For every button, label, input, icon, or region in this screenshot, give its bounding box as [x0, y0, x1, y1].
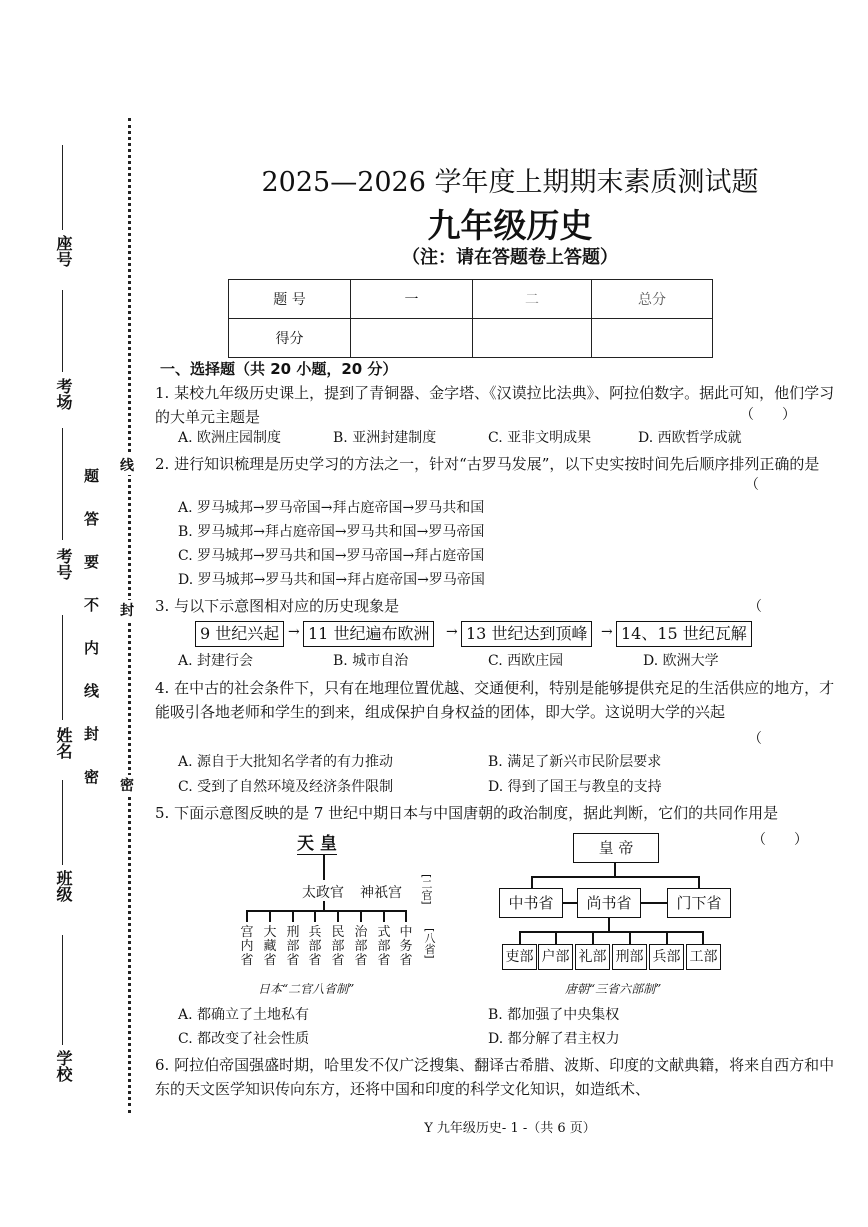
tang-caption: 唐朝“三省六部制” — [565, 982, 662, 996]
tang-ministry-gong: 工部 — [686, 944, 721, 970]
option-c: C. 罗马城邦→罗马共和国→罗马帝国→拜占庭帝国 — [178, 548, 485, 564]
room-underline — [62, 290, 63, 372]
japan-ministry-shikibu: 式部省 — [377, 925, 391, 968]
connector-line — [531, 876, 533, 888]
seal-mark: 封 — [120, 600, 134, 620]
answer-paren: （ — [745, 477, 759, 493]
connector-line — [314, 910, 316, 922]
japan-bracket-two: [二官] — [420, 874, 433, 905]
option-b: B. 满足了新兴市民阶层要求 — [488, 754, 662, 770]
exam-title: 2025—2026 学年度上期期末素质测试题 — [261, 167, 759, 198]
arrow-icon: → — [601, 624, 613, 640]
connector-line — [698, 876, 700, 888]
tang-ministry-li: 吏部 — [502, 944, 537, 970]
tang-ministry-bing: 兵部 — [649, 944, 684, 970]
connector-line — [555, 931, 557, 944]
answer-paren: （ — [748, 599, 762, 615]
connector-line — [323, 854, 325, 880]
score-header-part2: 二 — [473, 280, 592, 319]
tang-menxia: 门下省 — [667, 888, 731, 918]
option-c: C. 受到了自然环境及经济条件限制 — [178, 779, 394, 795]
seat-label: 座号 — [54, 235, 73, 267]
arrow-icon: → — [446, 624, 458, 640]
option-c: C. 亚非文明成果 — [488, 430, 592, 446]
tang-zhongshu: 中书省 — [499, 888, 563, 918]
connector-line — [383, 910, 385, 922]
connector-line — [608, 917, 610, 931]
question-6-text: 6. 阿拉伯帝国强盛时期，哈里发不仅广泛搜集、翻译古希腊、波斯、印度的文献典籍，将来自西方和中东的天文医学知识传向东方，还将中国和印度的科学文化知识，如造纸术、 — [155, 1056, 835, 1098]
option-a: A. 封建行会 — [178, 653, 254, 669]
option-a: A. 欧洲庄园制度 — [178, 430, 282, 446]
name-underline — [62, 615, 63, 720]
japan-ministry-kunai: 宫内省 — [240, 925, 254, 968]
option-c: C. 西欧庄园 — [488, 653, 564, 669]
score-header-total: 总分 — [592, 280, 713, 319]
flow-step-3: 13 世纪达到顶峰 — [461, 621, 592, 647]
option-d: D. 得到了国王与教皇的支持 — [488, 779, 662, 795]
japan-ministry-nakatsukasa: 中务省 — [399, 925, 413, 968]
connector-line — [405, 910, 407, 922]
connector-line — [629, 931, 631, 944]
score-cell — [473, 319, 592, 358]
flow-step-4: 14、15 世纪瓦解 — [616, 621, 752, 647]
tang-shangshu: 尚书省 — [577, 888, 641, 918]
question-2-text: 2. 进行知识梳理是历史学习的方法之一，针对“古罗马发展”，以下史实按时间先后顺序排列正确的是 — [155, 455, 820, 473]
connector-line — [562, 902, 577, 904]
connector-line — [323, 901, 325, 910]
flow-step-2: 11 世纪遍布欧洲 — [303, 621, 434, 647]
mi-mark: 密 — [120, 775, 134, 795]
connector-line — [519, 931, 521, 944]
option-a: A. 罗马城邦→罗马帝国→拜占庭帝国→罗马共和国 — [178, 500, 485, 516]
score-header-part1: 一 — [351, 280, 473, 319]
seal-warning: 题 答 要 不 内 线 封 密 — [84, 467, 100, 786]
connector-line — [519, 931, 703, 933]
question-4-text: 4. 在中古的社会条件下，只有在地理位置优越、交通便利，特别是能够提供充足的生活供应的地方，才能吸引各地老师和学生的到来，组成保护自身权益的团体，即大学。这说明大学的兴起 — [155, 679, 835, 721]
room-label: 考场 — [54, 378, 73, 410]
exam-note: （注：请在答题卷上答题） — [402, 247, 618, 268]
question-1-text: 1. 某校九年级历史课上，提到了青铜器、金字塔、《汉谟拉比法典》、阿拉伯数字。据此可知，他们学习的大单元主题是 — [155, 384, 835, 426]
option-c: C. 都改变了社会性质 — [178, 1031, 310, 1047]
japan-ministry-gyobu: 刑部省 — [286, 925, 300, 968]
japan-ministry-jibu: 治部省 — [354, 925, 368, 968]
connector-line — [269, 910, 271, 922]
tang-emperor: 皇 帝 — [573, 833, 659, 863]
japan-ministry-hyobu: 兵部省 — [308, 925, 322, 968]
class-label: 班级 — [54, 870, 73, 902]
japan-caption: 日本“二官八省制” — [258, 982, 355, 996]
connector-line — [292, 910, 294, 922]
option-d: D. 都分解了君主权力 — [488, 1031, 620, 1047]
connector-line — [640, 902, 667, 904]
japan-jingikan: 神祇宫 — [360, 885, 402, 901]
connector-line — [531, 876, 699, 878]
answer-paren: （ ） — [752, 832, 808, 848]
option-a: A. 都确立了土地私有 — [178, 1007, 310, 1023]
line-mark: 线 — [120, 455, 134, 475]
seat-underline — [62, 145, 63, 230]
exam-no-underline — [62, 428, 63, 540]
option-d: D. 欧洲大学 — [643, 653, 719, 669]
option-b: B. 罗马城邦→拜占庭帝国→罗马共和国→罗马帝国 — [178, 524, 485, 540]
flow-step-1: 9 世纪兴起 — [195, 621, 284, 647]
japan-ministry-minbu: 民部省 — [331, 925, 345, 968]
name-label: 姓名 — [54, 727, 73, 759]
score-header-number: 题 号 — [229, 280, 351, 319]
arrow-icon: → — [288, 624, 300, 640]
japan-emperor: 天 皇 — [297, 829, 337, 855]
connector-line — [614, 862, 616, 876]
japan-bracket-eight: [八省] — [423, 928, 436, 959]
connector-line — [246, 910, 248, 922]
school-label: 学校 — [54, 1050, 73, 1082]
tang-ministry-xing: 刑部 — [612, 944, 647, 970]
option-a: A. 源自于大批知名学者的有力推动 — [178, 754, 394, 770]
school-underline — [62, 935, 63, 1045]
score-cell — [351, 319, 473, 358]
connector-line — [592, 931, 594, 944]
option-b: B. 都加强了中央集权 — [488, 1007, 620, 1023]
connector-line — [666, 931, 668, 944]
option-d: D. 罗马城邦→罗马共和国→拜占庭帝国→罗马帝国 — [178, 572, 485, 588]
question-3-text: 3. 与以下示意图相对应的历史现象是 — [155, 597, 400, 615]
japan-ministry-okura: 大藏省 — [263, 925, 277, 968]
tang-ministry-rites: 礼部 — [575, 944, 610, 970]
score-cell — [592, 319, 713, 358]
japan-daijokan: 太政官 — [302, 885, 344, 901]
exam-no-label: 考号 — [54, 548, 73, 580]
score-table — [228, 279, 713, 358]
option-d: D. 西欧哲学成就 — [638, 430, 742, 446]
page-footer: Y 九年级历史- 1 -（共 6 页） — [424, 1121, 596, 1136]
tang-ministry-hu: 户部 — [538, 944, 573, 970]
option-b: B. 城市自治 — [333, 653, 409, 669]
answer-paren: （ — [748, 731, 762, 747]
exam-subject: 九年级历史 — [427, 206, 593, 245]
class-underline — [62, 780, 63, 865]
question-5-text: 5. 下面示意图反映的是 7 世纪中期日本与中国唐朝的政治制度，据此判断，它们的共同作用是 — [155, 804, 779, 822]
answer-paren: （ ） — [740, 407, 796, 423]
score-row-label: 得分 — [229, 319, 351, 358]
section-heading: 一、选择题（共 20 小题，20 分） — [160, 360, 398, 378]
connector-line — [337, 910, 339, 922]
option-b: B. 亚洲封建制度 — [333, 430, 437, 446]
connector-line — [360, 910, 362, 922]
connector-line — [702, 931, 704, 944]
